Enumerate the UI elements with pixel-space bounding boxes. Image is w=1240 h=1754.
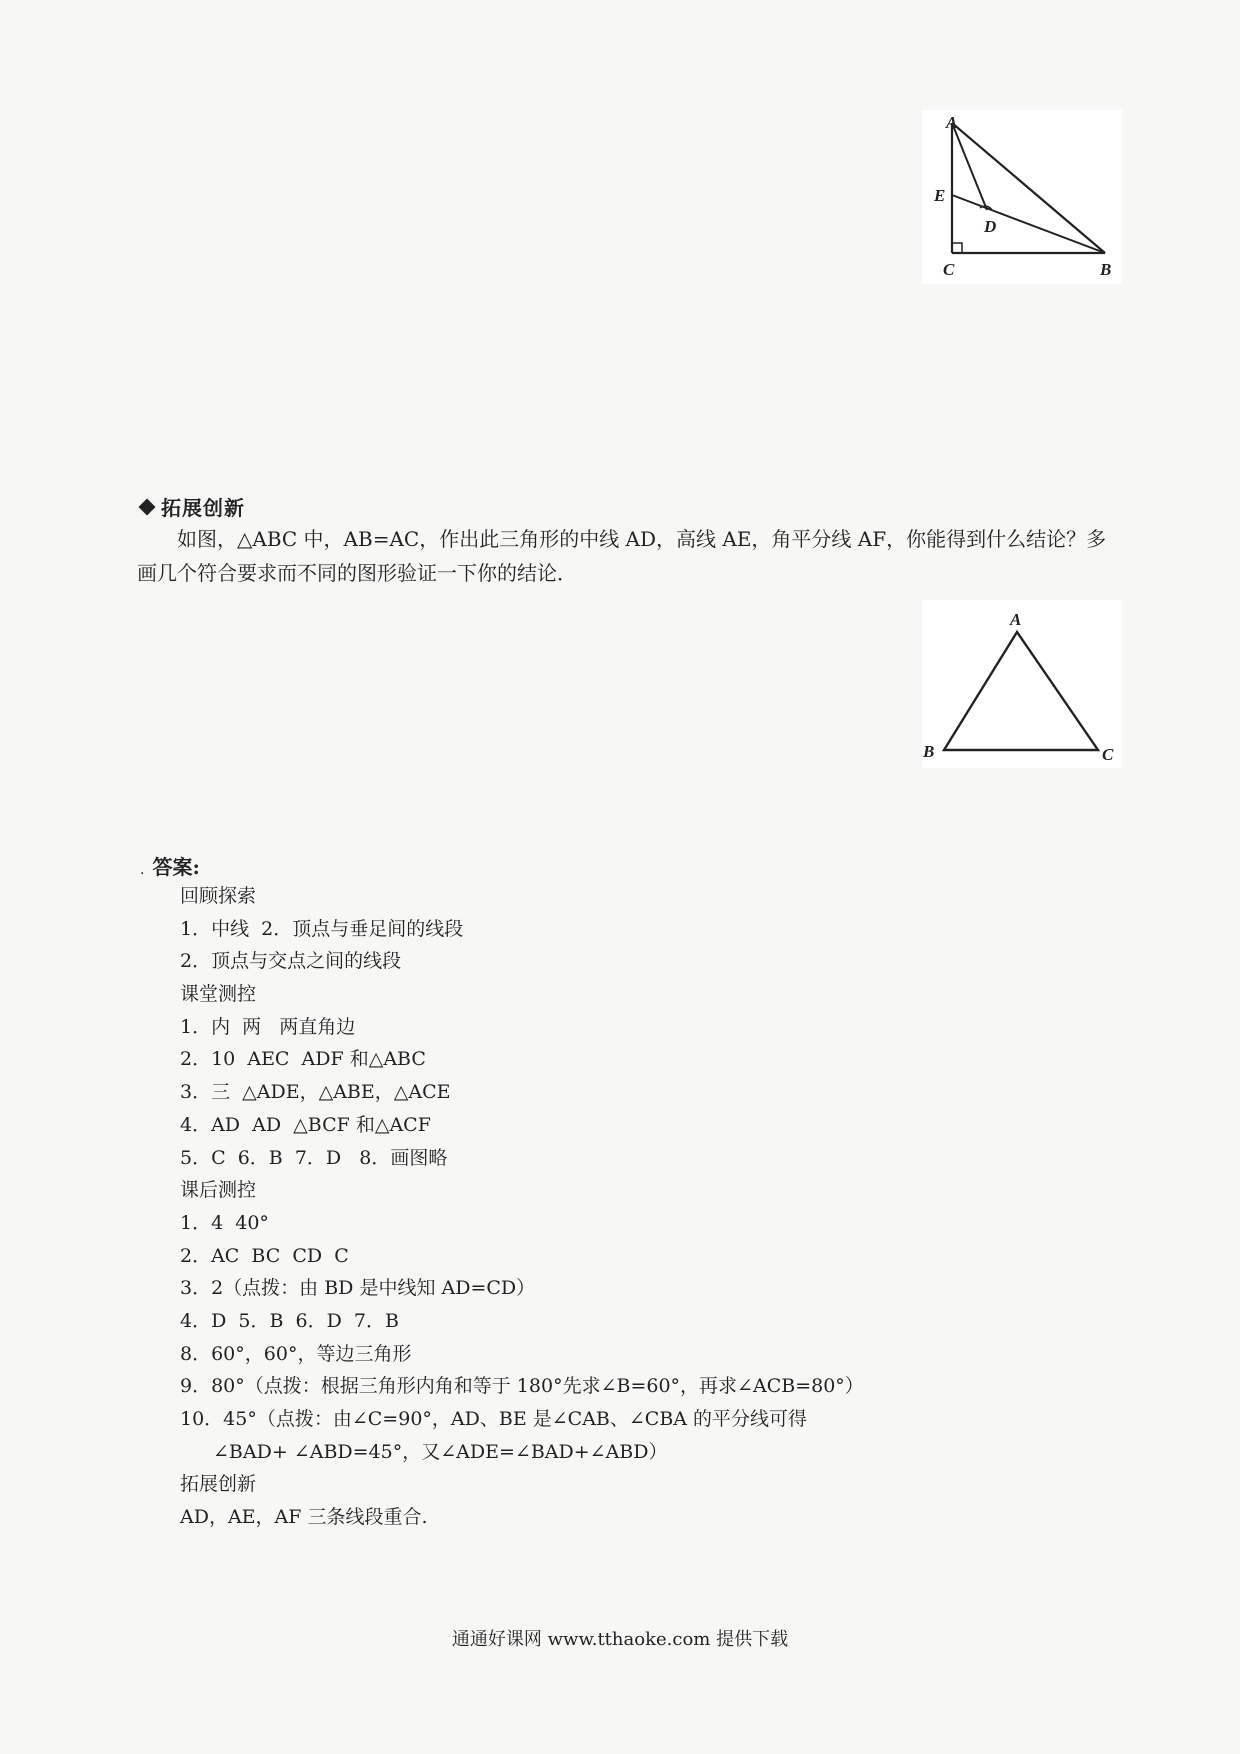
answer-line: 4．AD AD △BCF 和△ACF (180, 1113, 431, 1136)
answer-line: 4．D 5．B 6．D 7．B (180, 1309, 399, 1332)
triangle-abc (944, 632, 1098, 750)
label-c: C (1102, 745, 1114, 764)
label-d: D (984, 217, 997, 236)
answer-line: 课堂测控 (180, 983, 257, 1006)
segment-ab (952, 123, 1105, 253)
figure-right-triangle (922, 110, 1122, 284)
figure-right-triangle-svg (922, 110, 1122, 284)
bullet-dot-icon: . (140, 862, 145, 878)
answer-line: 9．80°（点拨：根据三角形内角和等于 180°先求∠B=60°，再求∠ACB=80°） (180, 1375, 864, 1398)
figure-isosceles-triangle-svg (922, 600, 1122, 768)
answer-line: 8．60°，60°，等边三角形 (180, 1342, 412, 1365)
footer-credit: 通通好课网 www.tthaoke.com 提供下载 (451, 1629, 789, 1650)
label-b: B (923, 742, 935, 761)
extension-heading (137, 492, 245, 521)
answer-line: 2．AC BC CD C (180, 1244, 349, 1267)
label-e: E (934, 186, 946, 205)
segment-eb (952, 195, 1105, 253)
answer-line: 回顾探索 (180, 885, 257, 907)
answer-line: 5．C 6．B 7．D 8．画图略 (180, 1146, 448, 1169)
answer-line: 3．2（点拨：由 BD 是中线知 AD=CD） (180, 1277, 536, 1300)
diamond-bullet-icon (139, 499, 156, 516)
answer-line: 1．4 40° (180, 1211, 269, 1234)
answer-line: 3．三 △ADE，△ABE，△ACE (180, 1081, 451, 1104)
figure-isosceles-triangle (922, 600, 1122, 768)
extension-text (137, 522, 1122, 590)
extension-text-line1: 如图，△ABC 中，AB=AC，作出此三角形的中线 AD，高线 AE，角平分线 AF，你能得到什么结论？多 (177, 527, 1107, 551)
extension-heading-text: 拓展创新 (161, 496, 245, 520)
answer-line: 2．10 AEC ADF 和△ABC (180, 1048, 426, 1071)
answer-line: 课后测控 (180, 1179, 257, 1202)
answer-line: 拓展创新 (180, 1473, 257, 1496)
answers-heading (140, 851, 200, 880)
answer-line: 1．内 两 两直角边 (180, 1015, 356, 1038)
answer-line-continuation: ∠BAD+ ∠ABD=45°，又∠ADE=∠BAD+∠ABD） (213, 1440, 668, 1463)
right-angle-mark (952, 243, 962, 253)
label-c: C (943, 260, 955, 279)
label-b: B (1100, 260, 1112, 279)
answers-heading-text: 答案: (152, 855, 200, 879)
label-a: A (1010, 610, 1022, 629)
answer-line: AD，AE，AF 三条线段重合. (180, 1506, 428, 1529)
label-a: A (946, 113, 958, 132)
extension-text-line2: 画几个符合要求而不同的图形验证一下你的结论． (137, 561, 577, 585)
answer-line: 2．顶点与交点之间的线段 (180, 950, 402, 973)
answers-list (180, 880, 864, 1534)
answer-line: 10．45°（点拨：由∠C=90°，AD、BE 是∠CAB、∠CBA 的平分线可得 (180, 1408, 808, 1430)
answer-line: 1．中线 2．顶点与垂足间的线段 (180, 917, 464, 940)
